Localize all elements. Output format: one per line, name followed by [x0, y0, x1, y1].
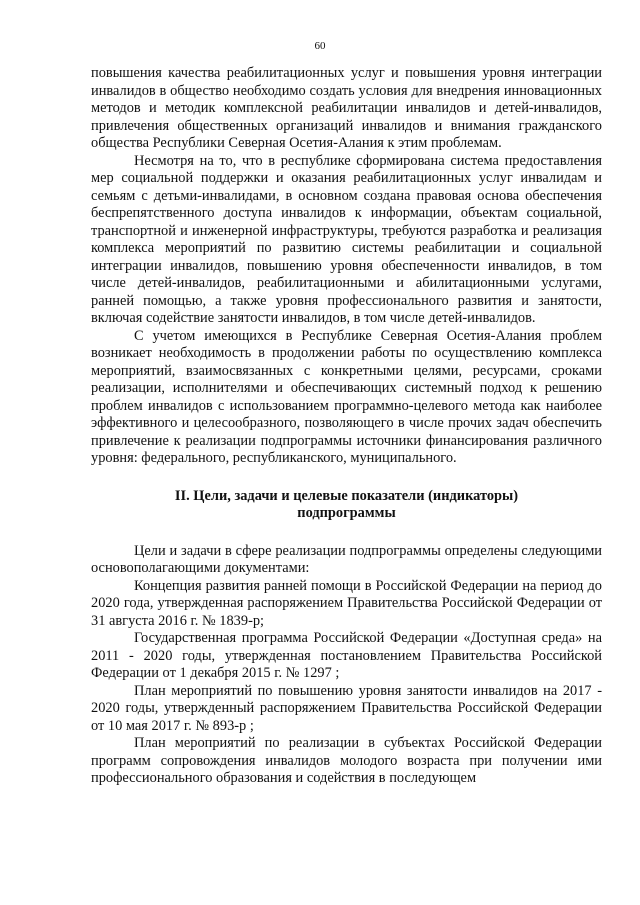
paragraph: повышения качества реабилитационных услуг и повышения уровня интеграции инвалидов в общество необходимо создать условия для внедрения инновационных методов и методик комплексной реабилитации инвалидов и детей-инвалидов, привлечения общественных организаций инвалидов и внимания гражданского общества Республики Северная Осетия-Алания к этим проблемам. — [91, 65, 602, 151]
page-number: 60 — [314, 40, 326, 52]
paragraph: Цели и задачи в сфере реализации подпрограммы определены следующими основополагающими документами: — [91, 542, 602, 576]
section-heading — [91, 488, 602, 523]
paragraph: Концепция развития ранней помощи в Российской Федерации на период до 2020 года, утвержденная распоряжением Правительства Российской Федерации от 31 августа 2016 г. № 1839-р; — [91, 577, 602, 629]
paragraph: План мероприятий по повышению уровня занятости инвалидов на 2017 - 2020 годы, утвержденный распоряжением Правительства Российской Федерации от 10 мая 2017 г. № 893-р ; — [91, 682, 602, 734]
paragraph: План мероприятий по реализации в субъектах Российской Федерации программ сопровождения инвалидов молодого возраста при получении ими профессионального образования и содействия в последующем — [91, 735, 602, 786]
paragraph: Государственная программа Российской Федерации «Доступная среда» на 2011 - 2020 годы, утвержденная постановлением Правительства Российской Федерации от 1 декабря 2015 г. № 1297 ; — [91, 630, 602, 681]
paragraph: С учетом имеющихся в Республике Северная Осетия-Алания проблем возникает необходимость в продолжении работы по осуществлению комплекса мероприятий, взаимосвязанных с конкретными целями, ресурсами, сроками реализации, исполнителями и обеспечивающих системный подход к решению проблем инвалидов с использованием программно-целевого метода как наиболее эффективного и целесообразного, позволяющего в числе прочих задач обеспечить привлечение к реализации подпрограммы источники финансирования различного уровня: федерального, республиканского, муниципального. — [91, 327, 602, 466]
section-heading-line-2: подпрограммы — [297, 505, 396, 521]
body-text — [91, 65, 602, 788]
paragraph: Несмотря на то, что в республике сформирована система предоставления мер социальной поддержки и оказания реабилитационных услуг инвалидам и семьям с детьми-инвалидами, в основном создана правовая основа обеспечения беспрепятственного доступа инвалидов к информации, объектам социальной, транспортной и инженерной инфраструктуры, требуются разработка и реализация комплекса мероприятий по развитию системы реабилитации и социальной интеграции инвалидов, повышению уровня обеспеченности инвалидов, в том числе детей-инвалидов, реабилитационными и абилитационными услугами, ранней помощью, а также уровня профессионального развития и занятости, включая содействие занятости инвалидов, в том числе детей-инвалидов. — [91, 152, 602, 326]
section-heading-line-1: II. Цели, задачи и целевые показатели (индикаторы) — [174, 487, 519, 504]
